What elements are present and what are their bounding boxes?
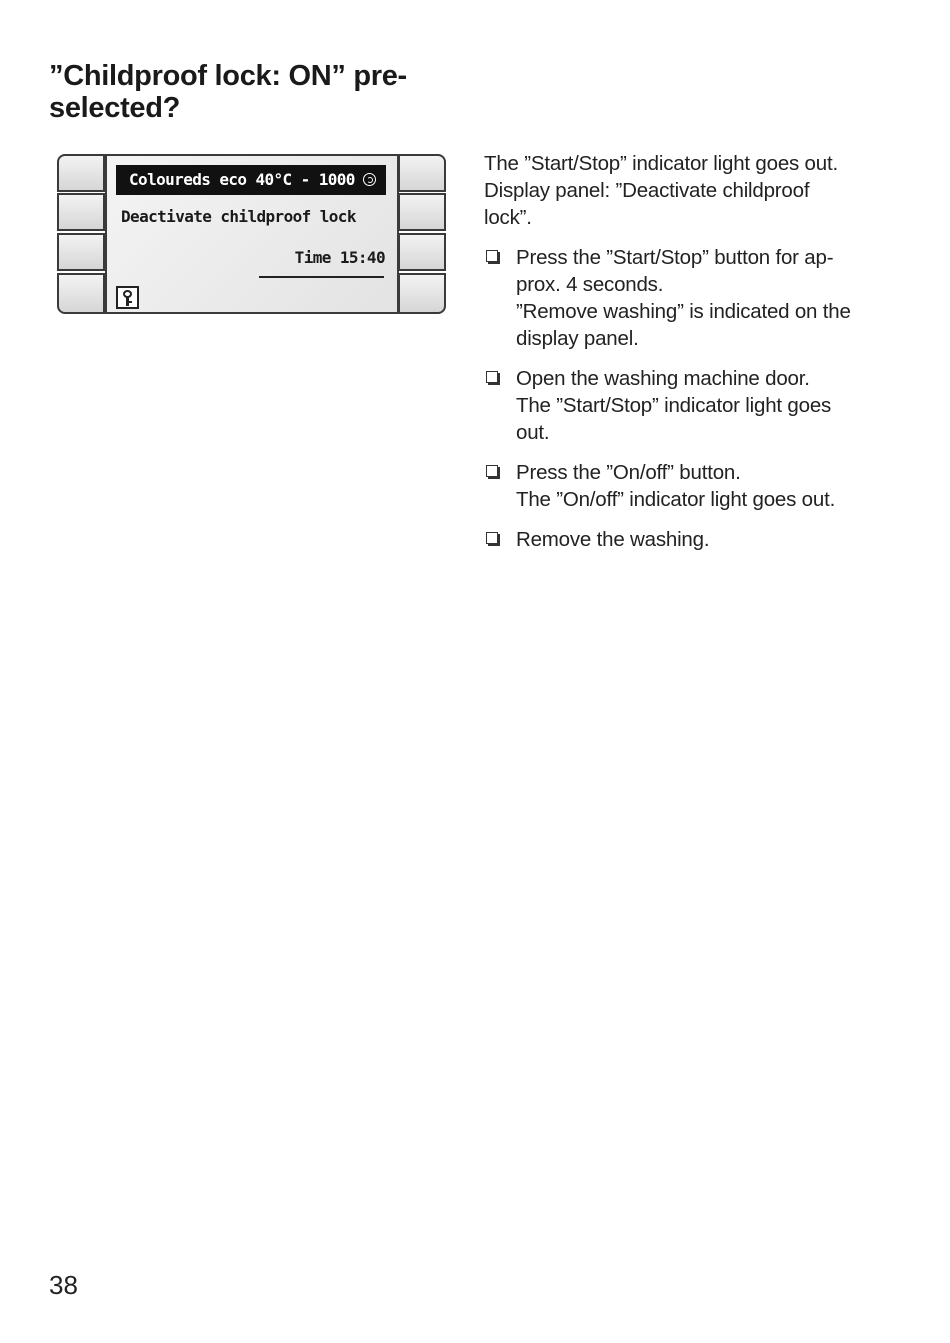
display-panel-illustration: [57, 154, 447, 314]
instructions: [484, 150, 904, 566]
spin-symbol-icon: [363, 173, 376, 186]
key-tooth: [129, 301, 132, 303]
step-line: Press the ”Start/Stop” button for ap-: [516, 246, 834, 269]
right-buttons: [398, 154, 448, 314]
steps-list: [484, 244, 904, 553]
checkbox-bullet-icon: [486, 371, 498, 383]
right-button-3: [398, 233, 446, 271]
display-message: Deactivate childproof lock: [121, 207, 356, 226]
step-item: [484, 244, 904, 352]
checkbox-bullet-icon: [486, 465, 498, 477]
step-item: [484, 459, 904, 513]
step-line: The ”Start/Stop” indicator light goes: [516, 394, 832, 417]
page-title: [49, 60, 469, 124]
left-button-3: [57, 233, 105, 271]
right-button-2: [398, 193, 446, 231]
step-item: [484, 526, 904, 553]
display-divider: [259, 276, 384, 278]
left-button-2: [57, 193, 105, 231]
display-screen: [105, 154, 399, 314]
checkbox-bullet-icon: [486, 250, 498, 262]
step-line: display panel.: [516, 327, 639, 350]
page-title-line: ”Childproof lock: ON” pre-: [49, 60, 407, 92]
step-item: [484, 365, 904, 446]
step-line: Open the washing machine door.: [516, 367, 810, 390]
step-line: Press the ”On/off” button.: [516, 461, 741, 484]
checkbox-bullet-icon: [486, 532, 498, 544]
key-icon: [116, 286, 139, 309]
page-title-line: selected?: [49, 92, 181, 124]
intro-line: The ”Start/Stop” indicator light goes out.: [484, 152, 838, 175]
right-button-4: [398, 273, 446, 314]
intro-line: lock”.: [484, 206, 532, 229]
step-line: Remove the washing.: [516, 528, 710, 551]
display-time: Time 15:40: [294, 248, 385, 267]
intro-paragraph: [484, 150, 904, 231]
left-button-4: [57, 273, 105, 314]
left-buttons: [57, 154, 107, 314]
step-line: out.: [516, 421, 550, 444]
display-header: [116, 165, 386, 195]
intro-line: Display panel: ”Deactivate childproof: [484, 179, 810, 202]
display-header-text: Coloureds eco 40°C - 1000: [129, 170, 355, 189]
page-number: 38: [49, 1270, 78, 1300]
step-line: prox. 4 seconds.: [516, 273, 664, 296]
left-button-1: [57, 154, 105, 192]
step-line: ”Remove washing” is indicated on the: [516, 300, 851, 323]
step-line: The ”On/off” indicator light goes out.: [516, 488, 836, 511]
right-button-1: [398, 154, 446, 192]
